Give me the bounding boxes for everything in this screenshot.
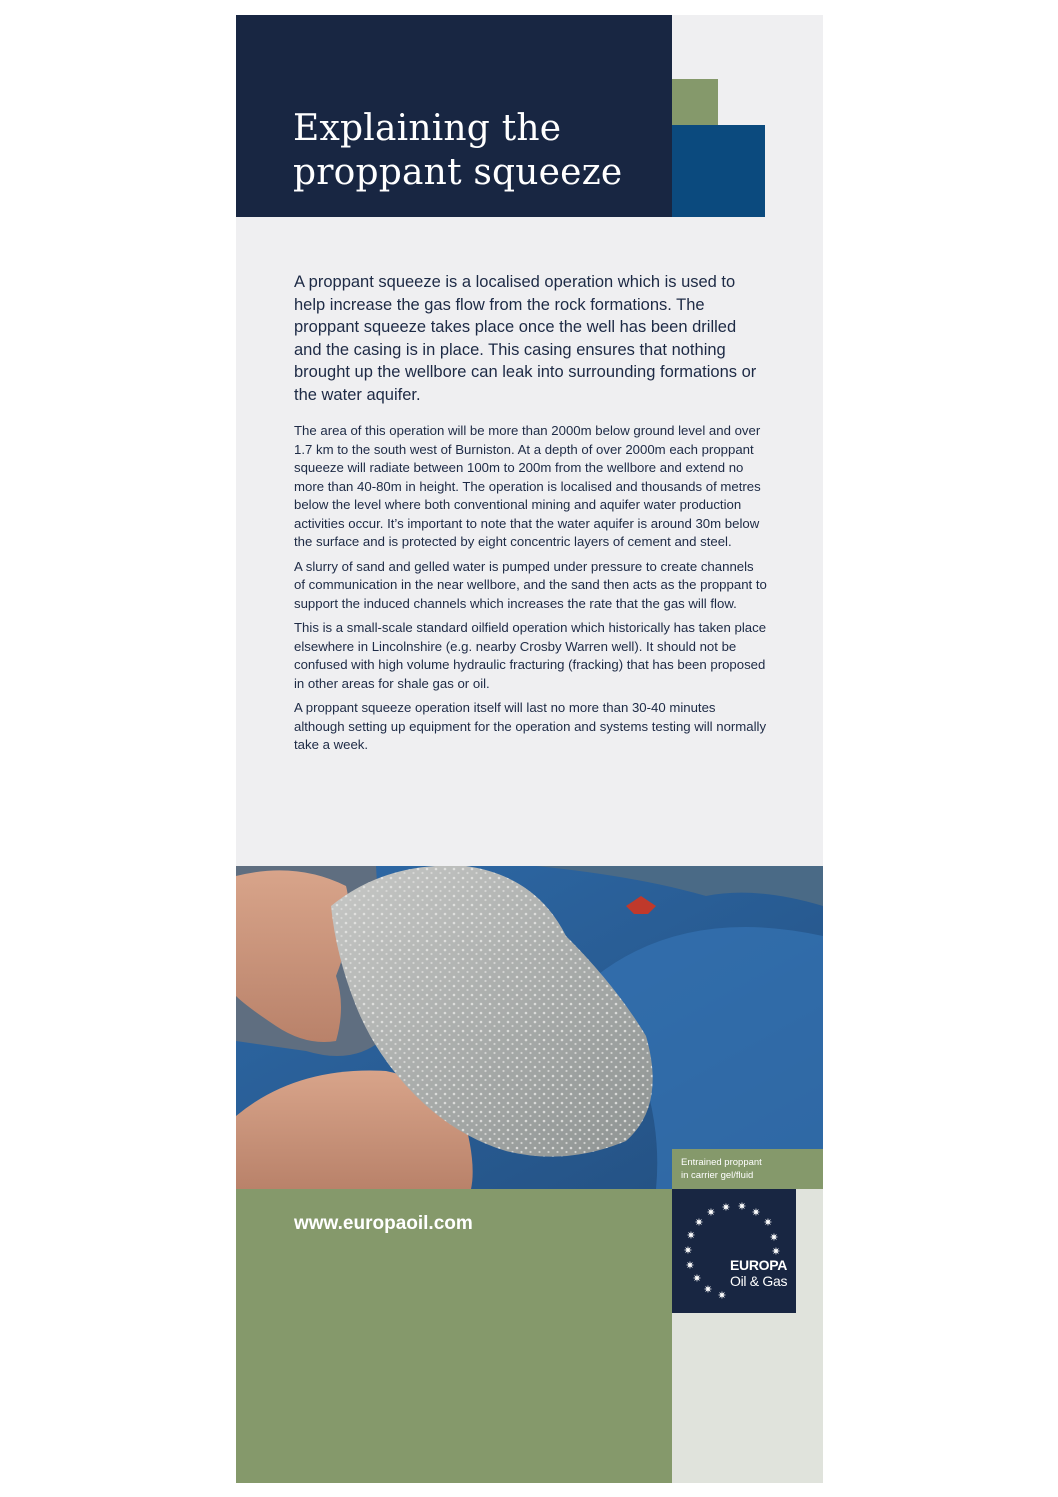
decor-blue-square: [672, 125, 765, 217]
svg-text:✷: ✷: [751, 1206, 761, 1219]
decor-green-square: [672, 79, 718, 125]
proppant-gel-photo: [236, 866, 823, 1189]
footer-right-block: [672, 1189, 823, 1483]
svg-text:✷: ✷: [721, 1201, 731, 1214]
body-paragraph: A slurry of sand and gelled water is pumped under pressure to create channels of communication in the near wellbore, and the sand then acts as the proppant to support the induced channels which increases the rate that the gas will flow.: [294, 558, 767, 611]
page-title: Explaining the proppant squeeze: [293, 108, 623, 193]
body-paragraph: This is a small-scale standard oilfield operation which historically has taken place elsewhere in Lincolnshire (e.g. nearby Crosby Warren well). It should not be confused with high volume hydraulic fracturing (fracking) that has been proposed in other areas for shale gas or oil.: [294, 620, 767, 691]
svg-text:✷: ✷: [692, 1272, 702, 1285]
svg-text:✷: ✷: [694, 1216, 704, 1229]
logo-wordmark: EUROPA: [730, 1257, 788, 1273]
europa-logo: [672, 1189, 796, 1313]
intro-paragraph: A proppant squeeze is a localised operation which is used to help increase the gas flow from the rock formations. The proppant squeeze takes place once the well has been drilled and the casing is in place. This casing ensures that nothing brought up the wellbore can leak into surrounding formations or the water aquifer.: [294, 273, 757, 404]
body-paragraph: The area of this operation will be more than 2000m below ground level and over 1.7 km to the south west of Burniston. At a depth of over 2000m each proppant squeeze will radiate between 100m to 200m from the wellbore and extend no more than 40-80m in height. The operation is localised and thousands of metres below the level where both conventional mining and aquifer water production activities occur. It’s important to note that the water aquifer is around 30m below the surface and is protected by eight concentric layers of cement and steel.: [294, 423, 761, 549]
logo-subtitle: Oil & Gas: [730, 1273, 788, 1289]
svg-text:✷: ✷: [703, 1283, 713, 1296]
svg-text:✷: ✷: [763, 1216, 773, 1229]
svg-text:✷: ✷: [706, 1206, 716, 1219]
svg-text:✷: ✷: [686, 1229, 696, 1242]
photo-caption: Entrained proppant in carrier gel/fluid: [672, 1149, 823, 1189]
body-text: [294, 422, 768, 761]
footer-green-block: [236, 1189, 672, 1483]
svg-text:✷: ✷: [685, 1259, 695, 1272]
svg-text:✷: ✷: [717, 1289, 727, 1302]
body-paragraph: A proppant squeeze operation itself will last no more than 30-40 minutes although setting up equipment for the operation and systems testing will normally take a week.: [294, 700, 767, 752]
website-link[interactable]: www.europaoil.com: [294, 1213, 473, 1234]
leaflet-panel: [236, 15, 823, 1483]
svg-text:✷: ✷: [769, 1231, 779, 1244]
photo-illustration: [236, 866, 823, 1189]
star-ring-icon: [672, 1189, 796, 1313]
svg-text:✷: ✷: [737, 1200, 747, 1213]
svg-text:✷: ✷: [683, 1244, 693, 1257]
svg-text:✷: ✷: [771, 1245, 781, 1258]
title-header: [236, 15, 672, 217]
